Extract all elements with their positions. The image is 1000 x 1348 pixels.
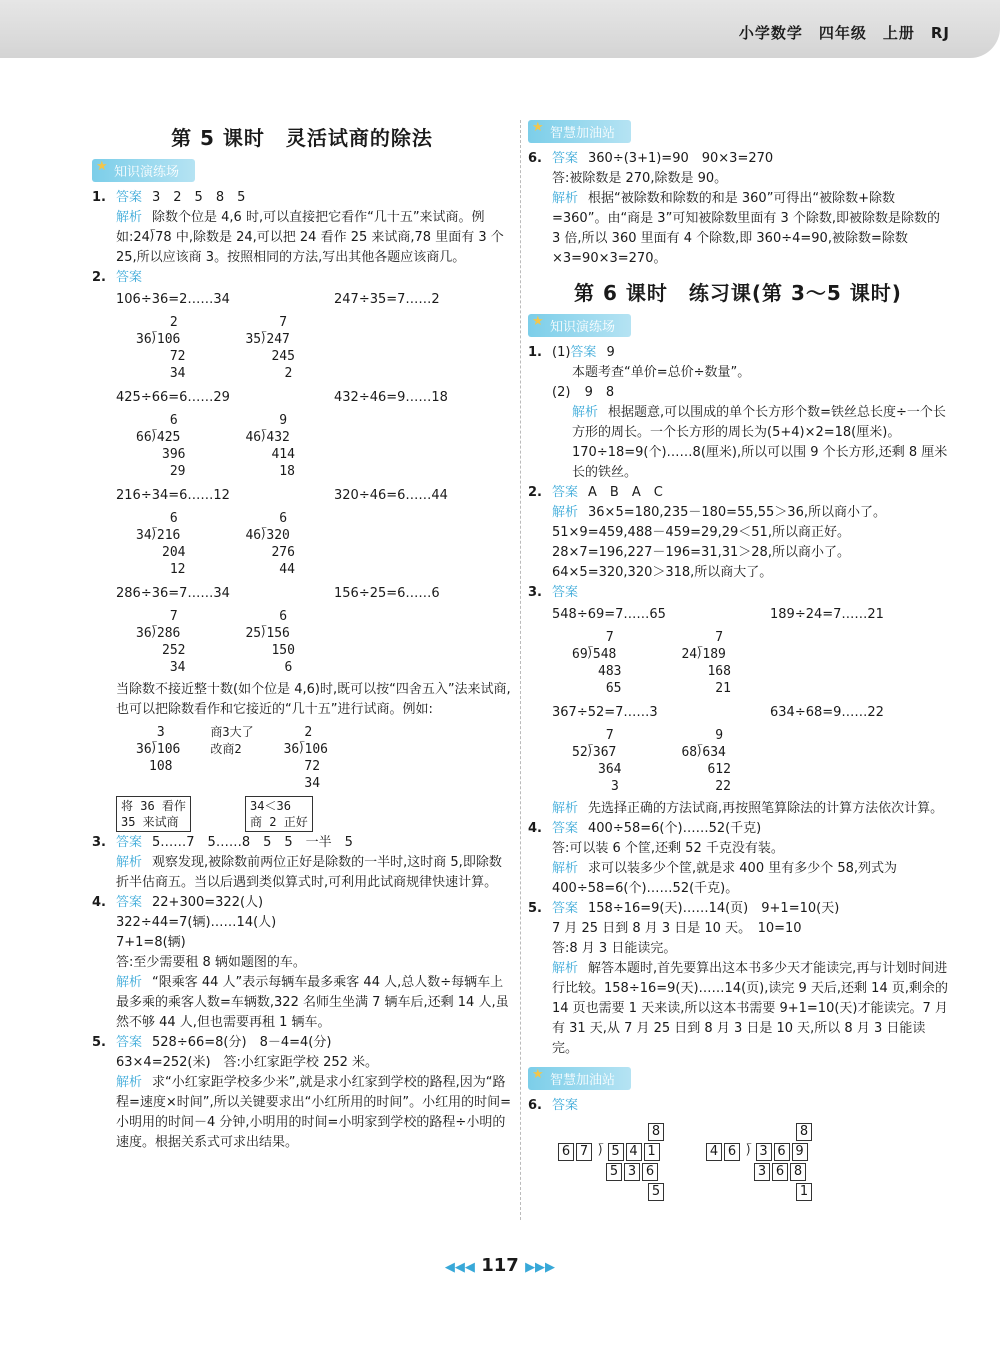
long-division: 7 36⟌286 252 34 <box>136 609 186 675</box>
page-number: 117 <box>481 1255 519 1276</box>
explanation: 除数个位是 4,6 时,可以直接把它看作“几十五”来试商。例如:24⟌78 中,除数是 24,可以把 24 看作 25 来试商,78 里面有 3 个 25,所以应该商 3。按照相同的方法,写出其他各题应该商几。 <box>116 210 504 265</box>
question-1: 1. 答案 3 2 5 8 5 解析 除数个位是 4,6 时,可以直接把它看作“几十五”来试商。例如:24⟌78 中,除数是 24,可以把 24 看作 25 来试商,78 里面有 3 个 25,所以应该商 3。按照相同的方法,写出其他各题应该商几。 <box>92 190 504 265</box>
answer: 3 2 5 8 5 <box>152 190 246 205</box>
example-arrow-note: 商3大了 改商2 <box>210 725 254 756</box>
long-division: 6 25⟌156 150 6 <box>245 609 295 675</box>
long-division: 7 35⟌247 245 2 <box>245 315 295 381</box>
question-4: 4. 答案 400÷58=6(个)……52(千克) 答:可以装 6 个筐,还剩 52 千克没有装。 解析 求可以装多少个筐,就是求 400 里有多少个 58,列式为 400÷58=6(个)……52(千克)。 <box>528 821 898 896</box>
bonus-banner: ★ 智慧加油站 <box>528 120 631 143</box>
question-5: 5. 答案 528÷66=8(分) 8－4=4(分) 63×4=252(米) 答:小红家距学校 252 米。 解析 求“小红家距学校多少米”,就是求小红家到学校的路程,因为“路程=速度×时间”,所以关键要求出“小红所用的时间”。小红用的时间=小明用的时间－4 分钟,小明用的时间=小明家到学校的路程÷小明的速度。根据关系式可求出结果。 <box>92 1035 512 1150</box>
page-footer <box>0 1255 1000 1276</box>
note-box: 将 36 看作 35 来试商 <box>116 796 191 832</box>
note: 当除数不接近整十数(如个位是 4,6)时,既可以按“四舍五入”法来试商,也可以把除数看作和它接近的“几十五”进行试商。例如: <box>116 682 511 717</box>
long-division: 9 68⟌634 612 22 <box>681 728 731 794</box>
next-arrows-icon: ▶▶▶ <box>525 1260 556 1275</box>
puzzle-1: 8 6 7 ⟌ 5 4 1 5 3 6 5 <box>558 1122 666 1202</box>
question-6-bonus: 6. 答案 360÷(3+1)=90 90×3=270 答:被除数是 270,除数是 90。 解析 根据“被除数和除数的和是 360”可得出“被除数+除数=360”。由“商是 3”可知被除数里面有 3 个除数,即被除数是除数的 3 倍,所以 360 里面有 4 个除数,即 360÷4=90,被除数=除数×3=90×3=270。 <box>528 151 940 266</box>
practice-banner: ★ 知识演练场 <box>92 159 195 182</box>
lesson-5-title: 第 5 课时 灵活试商的除法 <box>171 126 433 150</box>
question-3: 3. 答案 5……7 5……8 5 5 一半 5 解析 观察发现,被除数前两位正好是除数的一半时,这时商 5,即除数折半估商五。当以后遇到类似算式时,可利用此试商规律快速计算。 <box>92 835 502 890</box>
right-column <box>528 118 948 1202</box>
long-division: 6 66⟌425 396 29 <box>136 413 186 479</box>
long-division: 7 69⟌548 483 65 <box>572 630 622 696</box>
long-division: 6 46⟌320 276 44 <box>245 511 295 577</box>
left-column <box>92 118 512 1153</box>
bonus-banner: ★ 智慧加油站 <box>528 1067 631 1090</box>
prev-arrows-icon: ◀◀◀ <box>444 1260 475 1275</box>
example-division: 3 36⟌106 108 <box>136 725 181 774</box>
long-division: 9 46⟌432 414 18 <box>245 413 295 479</box>
long-division: 6 34⟌216 204 12 <box>136 511 186 577</box>
header-text: 小学数学 四年级 上册 RJ <box>738 24 950 42</box>
long-division: 7 52⟌367 364 3 <box>572 728 622 794</box>
header-bar <box>0 0 1000 58</box>
question-6: 6. 答案 8 6 7 ⟌ 5 4 1 5 3 6 5 8 4 6 ⟌ 3 6 9 3 6 8 1 <box>528 1096 948 1202</box>
practice-banner: ★ 知识演练场 <box>528 314 631 337</box>
puzzle-2: 8 4 6 ⟌ 3 6 9 3 6 8 1 <box>706 1122 814 1202</box>
question-2: 2. 答案 106÷36=2……34 247÷35=7……2 2 36⟌106 72 34 7 35⟌247 245 2 425÷66=6……29 432÷46=9……18 6 66⟌425 396 29 9 46⟌432 414 18 216÷34=6……12 320÷46=6……44 6 34⟌216 204 12 6 46⟌320 276 44 286÷36=7……34 156÷25=6……6 7 36⟌286 252 34 6 25⟌156 150 6 当除数不接近整十数(如个位是 4,6)时,既可以按“四舍五入”法来试商,也可以把除数看作和它接近的“几十五”进行试商。例如: 3 36⟌106 108 商3大了 改商2 2 36⟌106 72 34 将 36 看作 35 来试商 34＜36 商 2 正好 <box>92 268 512 833</box>
example-division: 2 36⟌106 72 34 <box>283 725 328 791</box>
long-division: 7 24⟌189 168 21 <box>681 630 731 696</box>
question-1: 1. (1)答案 9 本题考查“单价=总价÷数量”。 (2) 9 8 解析 根据题意,可以围成的单个长方形个数=铁丝总长度÷一个长方形的周长。一个长方形的周长为(5+4)×2=18(厘米)。170÷18=9(个)……8(厘米),所以可以围 9 个长方形,还剩 8 厘米长的铁丝。 <box>528 345 948 480</box>
question-3: 3. 答案 548÷69=7……65 189÷24=7……21 7 69⟌548 483 65 7 24⟌189 168 21 367÷52=7……3 634÷68=9……22 7 52⟌367 364 3 9 68⟌634 612 22 解析 先选择正确的方法试商,再按照笔算除法的计算方法依次计算。 <box>528 585 944 816</box>
lesson-6-title: 第 6 课时 练习课(第 3～5 课时) <box>574 281 902 305</box>
question-2: 2. 答案 A B A C 解析 36×5=180,235－180=55,55＞36,所以商小了。51×9=459,488－459=29,29＜51,所以商正好。28×7=196,227－196=31,31＞28,所以商小了。64×5=320,320＞318,所以商大了。 <box>528 485 886 580</box>
division-puzzles <box>528 1122 948 1202</box>
question-5: 5. 答案 158÷16=9(天)……14(页) 9+1=10(天) 7 月 25 日到 8 月 3 日是 10 天。 10=10 答:8 月 3 日能读完。 解析 解答本题时,首先要算出这本书多少天才能读完,再与计划时间进行比较。158÷16=9(天)……14(页),读完 9 天后,还剩 14 页,剩余的 14 页也需要 1 天来读,所以这本书需要 9+1=10(天)才能读完。7 月有 31 天,从 7 月 25 日到 8 月 3 日是 10 天,所以 8 月 3 日能读完。 <box>528 901 948 1056</box>
note-box: 34＜36 商 2 正好 <box>245 796 313 832</box>
column-divider <box>520 120 521 1220</box>
long-division: 2 36⟌106 72 34 <box>136 315 186 381</box>
question-4: 4. 答案 22+300=322(人) 322÷44=7(辆)……14(人) 7+1=8(辆) 答:至少需要租 8 辆如题图的车。 解析 “限乘客 44 人”表示每辆车最多乘客 44 人,总人数÷每辆车上最多乘的乘客人数=车辆数,322 名师生坐满 7 辆车后,还剩 14 人,虽然不够 44 人,但也需要再租 1 辆车。 <box>92 895 509 1030</box>
